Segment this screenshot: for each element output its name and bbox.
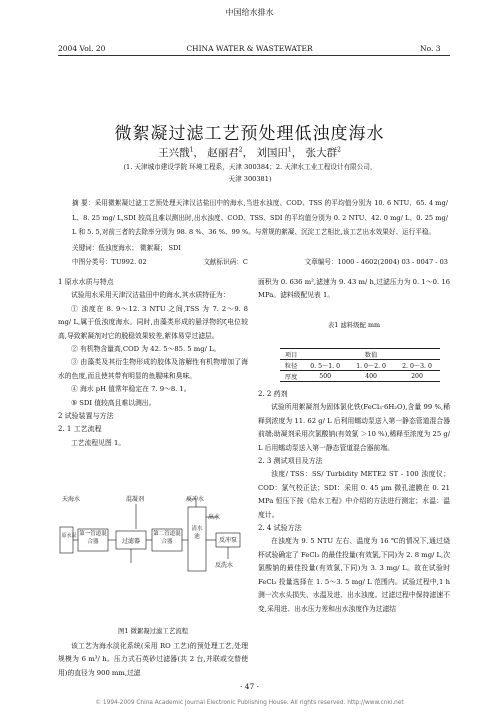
left-column-continued <box>58 640 248 680</box>
keywords-text: 低浊度海水； 微絮凝； SDI <box>98 244 181 252</box>
filter-label: 过滤器 <box>122 538 141 545</box>
section-2-4-title: 2. 4 试验方法 <box>258 524 302 533</box>
table-row <box>280 371 440 382</box>
list-item: ⑤ SDI 值较高且难以测出。 <box>71 398 156 407</box>
article-number: 文章编号：1000 - 4602(2004) 03 - 0047 - 03 <box>304 258 448 266</box>
pump-label <box>62 532 77 539</box>
right-column-top <box>258 276 450 303</box>
tank-label-wrap <box>189 525 205 553</box>
journal-name: 中国给水排水 <box>225 8 274 17</box>
header-journal-en: CHINA WATER & WASTEWATER <box>186 44 313 53</box>
mixer2-label: 第二管道混合器 <box>153 531 181 545</box>
document-code: 文献标识码：C <box>203 258 248 266</box>
affiliation-line: 天津 300381) <box>228 175 272 183</box>
paragraph: 该工艺为海水淡化系统(采用 RO 工艺)的预处理工艺,处理规模为 6 m³/ h。压力式石英砂过滤器(共 2 台,并联或交替使用)的直径为 900 mm,过滤 <box>58 642 248 677</box>
author-list: 王兴戬$^1$， 赵丽君$^2$， 刘国田$^1$， 张大群$^2$ <box>158 146 341 159</box>
raw-water-label: 天海水 <box>62 496 81 503</box>
classification-line <box>72 256 448 266</box>
pump-label-text: 原水泵 <box>61 533 77 539</box>
backwash-water-label: 反冲水 <box>186 496 205 503</box>
paragraph: 面积为 0. 636 m²,滤速为 9. 43 m/ h,过滤压力为 0. 1～0. 16 MPa。滤料级配见表 1。 <box>258 278 450 300</box>
mixer2-label-wrap <box>153 530 181 550</box>
abstract-text: 采用微絮凝过滤工艺预处理天津汉沽盐田中的海水,当进水浊度、COD、TSS 的平均值分别为 10. 6 NTU、65. 4 mg/ L、8. 25 mg/ L,SDI 较高且难以测出时,出水浊度、COD、TSS、SDI 的平均值分别为 0. 2 NTU、42. 0 mg/ L、0. 25 mg/ L 和 5. 5,对前三者的去除率分别为 98. 8 %、36 %、99 %。与常规的絮凝、沉淀工艺相比,该工艺出水效果好、运行平稳。 <box>72 199 448 236</box>
author-name: 赵丽君 <box>207 147 239 159</box>
table-cell: 200 <box>394 371 440 382</box>
paragraph: 试验所用絮凝剂为固体氯化铁(FeCl₃·6H₂O),含量 99 %,稀释到浓度为 11. 62 g/ L 后利用蠕动泵送入第一静态管道混合器前端;助凝剂采用次氯酸钠(有效氯 ＞10 %),稀释至浓度为 25 g/ L 后用蠕动泵送入第一静态管道混合器前端。 <box>258 403 450 452</box>
list-item: ① 浊度在 8. 9～12. 3 NTU 之间,TSS 为 7. 2～9. 8 mg/ L,属于低浊度海水。同时,由藻类形成的悬浮物的ζ电位较高,导致絮凝剂对它的脱稳效果较差,絮体易穿过滤层。 <box>58 304 248 340</box>
table-row <box>280 360 440 371</box>
process-flow-diagram <box>58 489 248 609</box>
table-cell: 厚度 <box>280 371 302 382</box>
figure-caption: 图1 微絮凝过滤工艺流程 <box>117 627 188 635</box>
clc-number: 中图分类号：TU992. 02 <box>72 258 147 266</box>
abstract <box>72 196 448 240</box>
affiliation-line: (1. 天津城市建设学院 环境工程系，天津 300384；2. 天津水工业工程设计有限公司， <box>123 163 377 171</box>
paragraph: 试验用水采用天津汉沽盐田中的海水,其水质特征为： <box>71 291 230 300</box>
right-column-body <box>258 388 450 616</box>
author-name: 张大群 <box>305 147 338 159</box>
author-affiliation-mark: 2 <box>337 146 341 154</box>
author-affiliation-mark: 1 <box>287 146 292 154</box>
list-item: ③ 由藻类及其衍生物形成的胶体及溶解性有机物增加了海水的色度,而且使其带有明显的鱼腥味和臭味。 <box>58 358 248 380</box>
author-name: 刘国田 <box>256 147 288 159</box>
keywords <box>72 242 448 252</box>
table-cell: 粒径 <box>280 360 302 371</box>
backwash-pump-label: 反冲泵 <box>219 537 238 544</box>
drain-label: 反洗水 <box>215 562 234 569</box>
author-name: 王兴戬 <box>158 147 190 159</box>
author-affiliation-mark: 1 <box>189 146 194 154</box>
table-cell: 0. 5～1. 0 <box>302 360 348 371</box>
paragraph: 工艺流程见图 1。 <box>71 438 126 447</box>
table-header-cell: 数值 <box>302 349 440 360</box>
list-item: ② 有机物含量高,COD 为 42. 5～85. 5 mg/ L。 <box>71 345 221 354</box>
paragraph: 在浊度为 9. 5 NTU 左右、温度为 16 ℃的情况下,通过烧杯试验确定了 FeCl₃ 的最佳投量(有效氯,下同)为 2. 8 mg/ L,次氯酸钠的最佳投量(有效氯,下同)为 3. 3 mg/ L。故在试验时 FeCl₃ 投量选择在 1. 5～3. 5 mg/ L 范围内。试验过程中,1 h 测一次水头损失、水温及进、出水浊度。过滤过程中保持滤速不变,采用进、出水压力差和出水浊度作为过滤结 <box>258 537 450 613</box>
abstract-label: 摘 要： <box>72 199 95 207</box>
dosing-label: 混凝剂 <box>126 496 145 503</box>
mixer1-label: 第一管道混合器 <box>79 531 107 545</box>
affiliation <box>70 161 430 185</box>
header-issue: No. 3 <box>420 44 441 53</box>
outlet-label: 出水 <box>208 514 221 521</box>
list-item: ④ 海水 pH 值常年稳定在 7. 9～8. 1。 <box>71 385 191 394</box>
section-2-3-title: 2. 3 测试项目及方法 <box>258 457 323 466</box>
table-header-row <box>280 349 440 360</box>
table-cell: 2. 0～3. 0 <box>394 360 440 371</box>
article-title: 微絮凝过滤工艺预处理低浊度海水 <box>114 124 385 144</box>
left-column <box>58 276 248 450</box>
section-2-1-title: 2. 1 工艺流程 <box>58 425 102 434</box>
author-affiliation-mark: 2 <box>238 146 243 154</box>
table-cell: 500 <box>302 371 348 382</box>
section-1-title: 1 原水水质与特点 <box>58 278 114 286</box>
paragraph: 浊度/ TSS：SS/ Turbidity METE2 ST - 100 浊度仪；COD：氯气校正法；SDI：采用 0. 45 μm 微孔滤膜在 0. 21 MPa 恒压下按《给水工程》中介绍的方法进行测定；水温：温度计。 <box>258 470 450 519</box>
tank-label: 清水池 <box>191 526 203 540</box>
keywords-label: 关键词： <box>72 244 99 252</box>
section-2-2-title: 2. 2 药剂 <box>258 390 288 398</box>
header-rule <box>58 55 450 56</box>
filter-media-table <box>280 348 440 382</box>
copyright-footer: © 1994-2009 China Academic Journal Electronic Publishing House. All rights reserved. http://www.cnki.net <box>95 700 404 706</box>
pump-box <box>60 527 73 553</box>
page-number: · 47 · <box>239 682 260 691</box>
header-volume: 2004 Vol. 20 <box>58 44 106 53</box>
table-header-cell: 项目 <box>280 349 302 360</box>
section-2-title: 2 试验装置与方法 <box>58 412 114 421</box>
table-cell: 1. 0～2. 0 <box>348 360 394 371</box>
mixer1-label-wrap <box>79 530 107 550</box>
table-caption: 表1 滤料级配 mm <box>327 321 381 329</box>
table-cell: 400 <box>348 371 394 382</box>
